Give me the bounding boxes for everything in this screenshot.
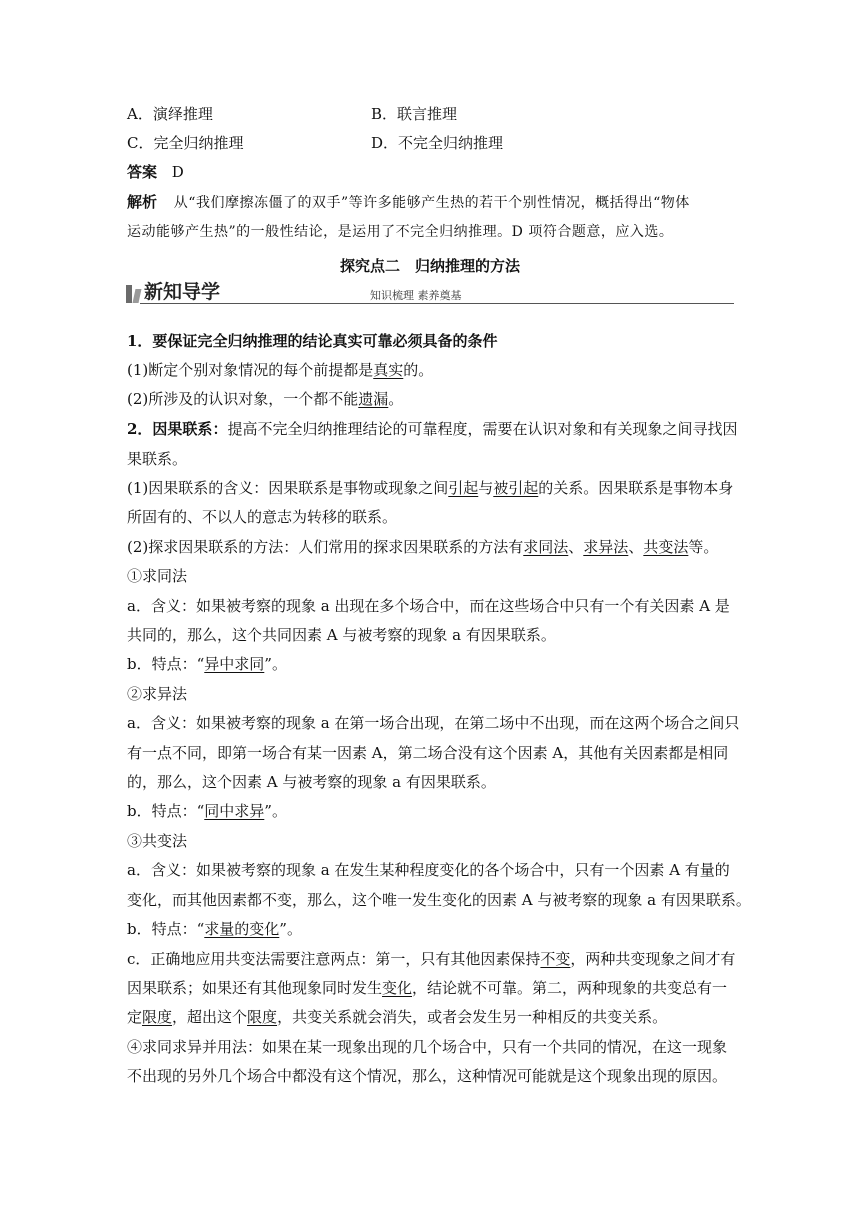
method-2-feature: [127, 800, 287, 822]
method-3-note-3-underline-2: 限度: [247, 1008, 278, 1026]
analysis-line-1: [127, 191, 690, 214]
answer-value: D: [171, 163, 184, 181]
method-3-note-2: [127, 977, 727, 999]
banner-mark-icon: [133, 289, 142, 303]
para-2-underline: 遗漏: [358, 390, 389, 408]
para-3-end: 的关系。因果联系是事物本身: [538, 479, 734, 497]
heading-2-cont: 果联系。: [127, 450, 188, 468]
method-3-feature-label: b．特点：“: [127, 920, 205, 938]
para-4-sep-2: 、: [628, 538, 644, 556]
heading-2-text: 提高不完全归纳推理结论的可靠程度，需要在认识对象和有关现象之间寻找因: [227, 420, 738, 438]
method-1-feature: [127, 653, 287, 675]
method-4-def-1: ④求同求异并用法：如果在某一现象出现的几个场合中，只有一个共同的情况，在这一现象: [127, 1038, 728, 1056]
banner-rule: [140, 303, 734, 304]
method-3-note-1: [127, 948, 735, 970]
method-3-note-1-end: ，两种共变现象之间才有: [570, 950, 736, 968]
analysis-label: 解析: [127, 193, 158, 211]
method-3-note-1-text: c．正确地应用共变法需要注意两点：第一，只有其他因素保持: [127, 950, 541, 968]
method-1-title: ①求同法: [127, 567, 188, 585]
para-3-text: (1)因果联系的含义：因果联系是事物或现象之间: [127, 479, 449, 497]
method-1-feature-underline: 异中求同: [204, 655, 265, 673]
method-3-note-3-text: 定: [127, 1008, 143, 1026]
banner-subtitle: 知识梳理 素养奠基: [370, 289, 462, 302]
method-3-note-3: [127, 1006, 667, 1028]
para-4-end: 等。: [688, 538, 719, 556]
section-banner: [126, 279, 734, 307]
para-1-text: (1)断定个别对象情况的每个前提都是: [127, 361, 374, 379]
method-3-note-3-end: ，共变关系就会消失，或者会发生另一种相反的共变关系。: [277, 1008, 668, 1026]
answer-line: [127, 161, 184, 183]
method-2-def-2: 有一点不同，即第一场合有某一因素 A，第二场合没有这个因素 A，其他有关因素都是相同: [127, 744, 729, 762]
para-1: [127, 359, 433, 381]
method-2-feature-label: b．特点：“: [127, 802, 205, 820]
para-1-end: 的。: [403, 361, 434, 379]
section-title: 探究点二 归纳推理的方法: [339, 257, 520, 275]
method-1-def-1: a．含义：如果被考察的现象 a 出现在多个场合中，而在这些场合中只有一个有关因素 A 是: [127, 597, 730, 615]
method-1-def-2: 共同的，那么，这个共同因素 A 与被考察的现象 a 有因果联系。: [127, 626, 556, 644]
method-3-note-2-end: ，结论就不可靠。第二，两种现象的共变总有一: [412, 979, 728, 997]
para-3-underline-1: 引起: [448, 479, 479, 497]
answer-label: 答案: [127, 163, 158, 181]
para-2-text: (2)所涉及的认识对象，一个都不能: [127, 390, 359, 408]
banner-bar-icon: [126, 285, 132, 303]
method-3-note-2-underline: 变化: [382, 979, 413, 997]
analysis-text-1: 从“我们摩擦冻僵了的双手”等许多能够产生热的若干个别性情况，概括得出“物体: [173, 195, 690, 211]
analysis-text-2: 运动能够产生热”的一般性结论，是运用了不完全归纳推理。D 项符合题意，应入选。: [127, 224, 674, 240]
method-3-feature: [127, 918, 302, 940]
heading-2: [127, 418, 737, 440]
method-2-def-3: 的，那么，这个因素 A 与被考察的现象 a 有因果联系。: [127, 773, 496, 791]
para-3-mid: 与: [478, 479, 494, 497]
para-4-underline-1: 求同法: [523, 538, 569, 556]
banner-title: 新知导学: [144, 281, 221, 303]
method-3-def-1: a．含义：如果被考察的现象 a 在发生某种程度变化的各个场合中，只有一个因素 A 有量的: [127, 861, 730, 879]
method-2-feature-end: ”。: [264, 802, 287, 820]
method-3-feature-end: ”。: [279, 920, 302, 938]
para-4-underline-3: 共变法: [643, 538, 689, 556]
method-3-note-1-underline: 不变: [540, 950, 571, 968]
para-3-cont: 所固有的、不以人的意志为转移的联系。: [127, 508, 398, 526]
method-2-def-1: a．含义：如果被考察的现象 a 在第一场合出现，在第二场中不出现，而在这两个场合之间只: [127, 714, 740, 732]
option-a: A．演绎推理: [127, 105, 213, 123]
para-4-underline-2: 求异法: [583, 538, 629, 556]
heading-2-label: 2．因果联系：: [127, 420, 228, 438]
method-1-feature-end: ”。: [264, 655, 287, 673]
method-2-title: ②求异法: [127, 685, 188, 703]
method-2-feature-underline: 同中求异: [204, 802, 265, 820]
method-3-def-2: 变化，而其他因素都不变，那么，这个唯一发生变化的因素 A 与被考察的现象 a 有因果联系。: [127, 891, 751, 909]
para-4-text: (2)探求因果联系的方法：人们常用的探求因果联系的方法有: [127, 538, 524, 556]
para-2-end: 。: [388, 390, 404, 408]
para-3-underline-2: 被引起: [493, 479, 539, 497]
para-4-sep-1: 、: [568, 538, 584, 556]
option-c: C．完全归纳推理: [127, 134, 244, 152]
para-1-underline: 真实: [373, 361, 404, 379]
para-3: [127, 477, 733, 499]
heading-1: 1．要保证完全归纳推理的结论真实可靠必须具备的条件: [127, 332, 498, 350]
option-b: B．联言推理: [371, 105, 458, 123]
method-3-note-3-underline-1: 限度: [142, 1008, 173, 1026]
method-1-feature-label: b．特点：“: [127, 655, 205, 673]
method-4-def-2: 不出现的另外几个场合中都没有这个情况，那么，这种情况可能就是这个现象出现的原因。: [127, 1067, 728, 1085]
para-2: [127, 388, 403, 410]
method-3-note-2-text: 因果联系；如果还有其他现象同时发生: [127, 979, 383, 997]
method-3-note-3-mid: ，超出这个: [172, 1008, 248, 1026]
para-4: [127, 536, 718, 558]
method-3-title: ③共变法: [127, 832, 188, 850]
method-3-feature-underline: 求量的变化: [204, 920, 280, 938]
option-d: D．不完全归纳推理: [371, 134, 504, 152]
